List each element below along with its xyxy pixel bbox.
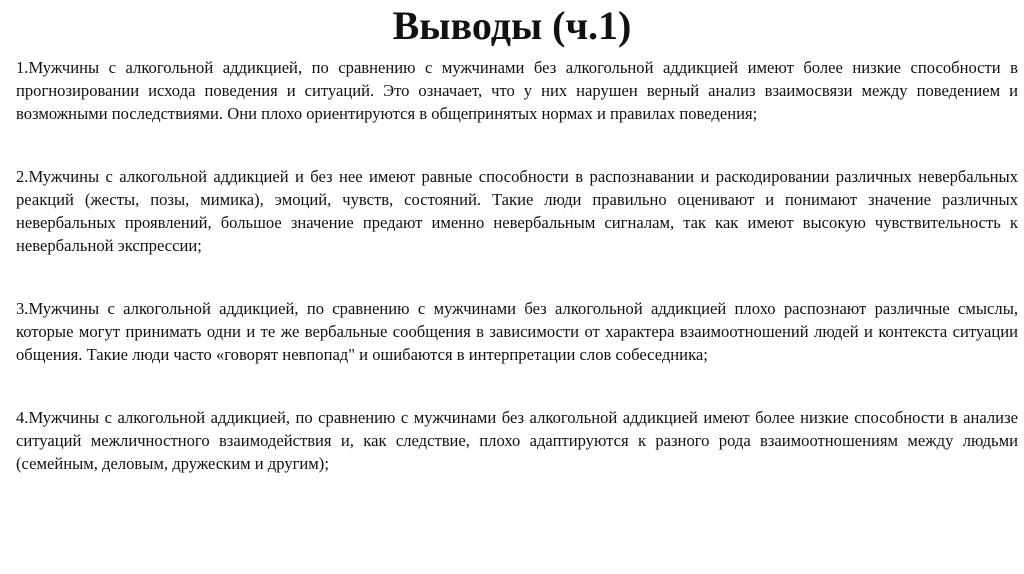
conclusion-paragraph-4: 4.Мужчины с алкогольной аддикцией, по сравнению с мужчинами без алкогольной аддикцией имеют более низкие способности в анализе ситуаций межличностного взаимодействия и, как следствие, плохо адаптируются к разного рода взаимоотношениям между людьми (семейным, деловым, дружеским и другим); [16,408,1018,473]
slide-body [16,56,1018,475]
conclusion-paragraph-3: 3.Мужчины с алкогольной аддикцией, по сравнению с мужчинами без алкогольной аддикцией плохо распознают различные смыслы, которые могут принимать одни и те же вербальные сообщения в зависимости от характера взаимоотношений людей и контекста ситуации общения. Такие люди часто «говорят невпопад" и ошибаются в интерпретации слов собеседника; [16,299,1018,364]
conclusion-paragraph-1: 1.Мужчины с алкогольной аддикцией, по сравнению с мужчинами без алкогольной аддикцией имеют более низкие способности в прогнозировании исхода поведения и ситуаций. Это означает, что у них нарушен верный анализ взаимосвязи между поведением и возможными последствиями. Они плохо ориентируются в общепринятых нормах и правилах поведения; [16,58,1018,123]
conclusion-paragraph-2: 2.Мужчины с алкогольной аддикцией и без нее имеют равные способности в распознавании и раскодировании различных невербальных реакций (жесты, позы, мимика), эмоций, чувств, состояний. Такие люди правильно оценивают и понимают значение различных невербальных проявлений, большое значение предают именно невербальным сигналам, так как имеют высокую чувствительность к невербальной экспрессии; [16,167,1018,255]
slide-title: Выводы (ч.1) [392,3,632,48]
